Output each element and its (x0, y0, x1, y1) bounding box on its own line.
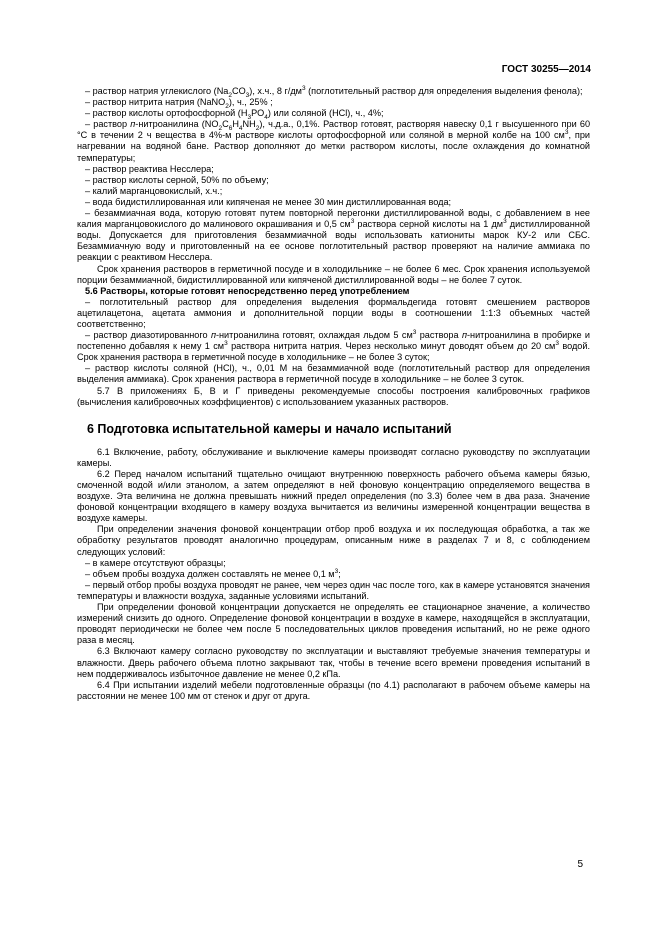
paragraph: 6.2 Перед началом испытаний тщательно очищают внутреннюю поверхность рабочего объема камеры бязью, смоченной водой и/или этанолом, а затем определяют в ней фоновую концентрацию определяемого вещества в воздухе. Эта величина не должна превышать нижний предел определения (по 3.3) более чем в два раза. Значение фоновой концентрации входящего в камеру воздуха вычитается из величины измеренной концентрации вещества в воздухе камеры. (77, 468, 590, 524)
paragraph: – раствор п-нитроанилина $(NO_2C_6H_4NH_2)$, ч.д.а., 0,1%. Раствор готовят, растворяя навеску 0,1 г высушенного при 60 °С в течении 2 ч вещества в 4%-м растворе кислоты ортофосфорной или соляной в мерной колбе на 100 $см^3$, при нагревании на водяной бане. Раствор дополняют до метки раствором кислоты, после охлаждения до комнатной температуры; (77, 119, 591, 163)
list-item: – объем пробы воздуха должен составлять не менее 0,1 $м^3$; (85, 567, 341, 579)
paragraph: – раствор кислоты соляной (HCl), ч., 0,01 М на безаммиачной воде (поглотительный раствор для определения выделения аммиака). Срок хранения раствора в герметичной посуде в холодильнике – не более 3 суток. (77, 363, 590, 385)
subsection-heading: 5.6 Растворы, которые готовят непосредственно перед употреблением (85, 285, 410, 296)
paragraph: При определении значения фоновой концентрации отбор проб воздуха и их последующая обработка, а так же обработку результатов проводят аналогично процедурам, описанным ниже в разделах 7 и 8, с соблюдением следующих условий: (77, 524, 590, 557)
paragraph: Срок хранения растворов в герметичной посуде и в холодильнике – не более 6 мес. Срок хранения используемой порции безаммиачной, бидистиллированной или кипяченой дистиллированной воды – не более 7 суток. (77, 263, 590, 285)
paragraph: – калий марганцовокислый, х.ч.; (85, 185, 223, 196)
paragraph: 5.7 В приложениях Б, В и Г приведены рекомендуемые способы построения калибровочных графиков (вычисления калибровочных коэффициентов) с использованием указанных растворов. (77, 385, 590, 407)
paragraph: – раствор кислоты ортофосфорной $(H_3PO_4)$ или соляной (HCl), ч., 4%; (85, 108, 384, 122)
paragraph: 6.4 При испытании изделий мебели подготовленные образцы (по 4.1) располагают в рабочем объеме камеры на расстоянии не менее 100 мм от стенок и друг от друга. (77, 679, 590, 701)
paragraph: 6.1 Включение, работу, обслуживание и выключение камеры производят согласно руководству по эксплуатации камеры. (77, 446, 590, 468)
standard-code: ГОСТ 30255—2014 (501, 64, 591, 75)
paragraph: 6.3 Включают камеру согласно руководству по эксплуатации и выставляют требуемые значения температуры и влажности. Дверь рабочего объема плотно закрывают так, чтобы в течение всего времени проведения испытаний в нем поддерживалось избыточное давление не менее 0,2 кПа. (77, 646, 590, 679)
paragraph: – раствор реактива Несслера; (85, 163, 214, 174)
section-heading: 6 Подготовка испытательной камеры и начало испытаний (87, 421, 452, 436)
paragraph: – раствор натрия углекислого $(Na_2CO_3)$, х.ч., 8 $г/дм^3$ (поглотительный раствор для определения выделения фенола); (85, 84, 583, 99)
paragraph: – раствор нитрита натрия (NaNO$_2$), ч., 25% ; (85, 97, 273, 110)
paragraph: – раствор кислоты серной, 50% по объему; (85, 174, 269, 185)
paragraph: При определении фоновой концентрации допускается не определять ее стационарное значение, а количество измерений снизить до одного. Определение фоновой концентрации в воздухе в камере, находящейся в эксплуатации, проводят периодически не более чем после 5 последовательных циклов проведения испытаний, но не реже одного раза в месяц. (77, 602, 590, 646)
paragraph: – безаммиачная вода, которую готовят путем повторной перегонки дистиллированной воды, с добавлением в нее калия марганцовокислого до малинового окрашивания и 0,5 $см^3$ раствора серной кислоты на 1 $дм^3$ дистиллированной воды. Допускается для приготовления безаммиачной воды использовать катиониты марок КУ-2 или СБС. Безаммиачную воду и приготовленный на ее основе поглотительный раствор проверяют на наличие аммиака по реакции с реактивом Несслера. (77, 208, 590, 263)
paragraph: – поглотительный раствор для определения выделения формальдегида готовят смешением растворов ацетилацетона, ацетата аммония и дополнительной порции воды в соотношении 1:1:3 объемных частей соответственно; (77, 296, 590, 329)
paragraph: – раствор диазотированного п-нитроанилина готовят, охлаждая льдом 5 $см^3$ раствора п-нитроанилина в пробирке и постепенно добавляя к нему 1 $см^3$ раствора нитрита натрия. Через несколько минут доводят объем до 20 $см^3$ водой. Срок хранения раствора в герметичной посуде в холодильнике – не более 3 суток; (77, 329, 590, 363)
paragraph: – вода бидистиллированная или кипяченая не менее 30 мин дистиллированная вода; (85, 196, 452, 207)
page-body (77, 86, 590, 702)
page-number: 5 (577, 859, 583, 870)
list-item: – первый отбор пробы воздуха проводят не ранее, чем через один час после того, как в камере установятся значения температуры и влажности воздуха, заданные условиями испытаний. (77, 579, 590, 601)
list-item: – в камере отсутствуют образцы; (85, 557, 226, 568)
